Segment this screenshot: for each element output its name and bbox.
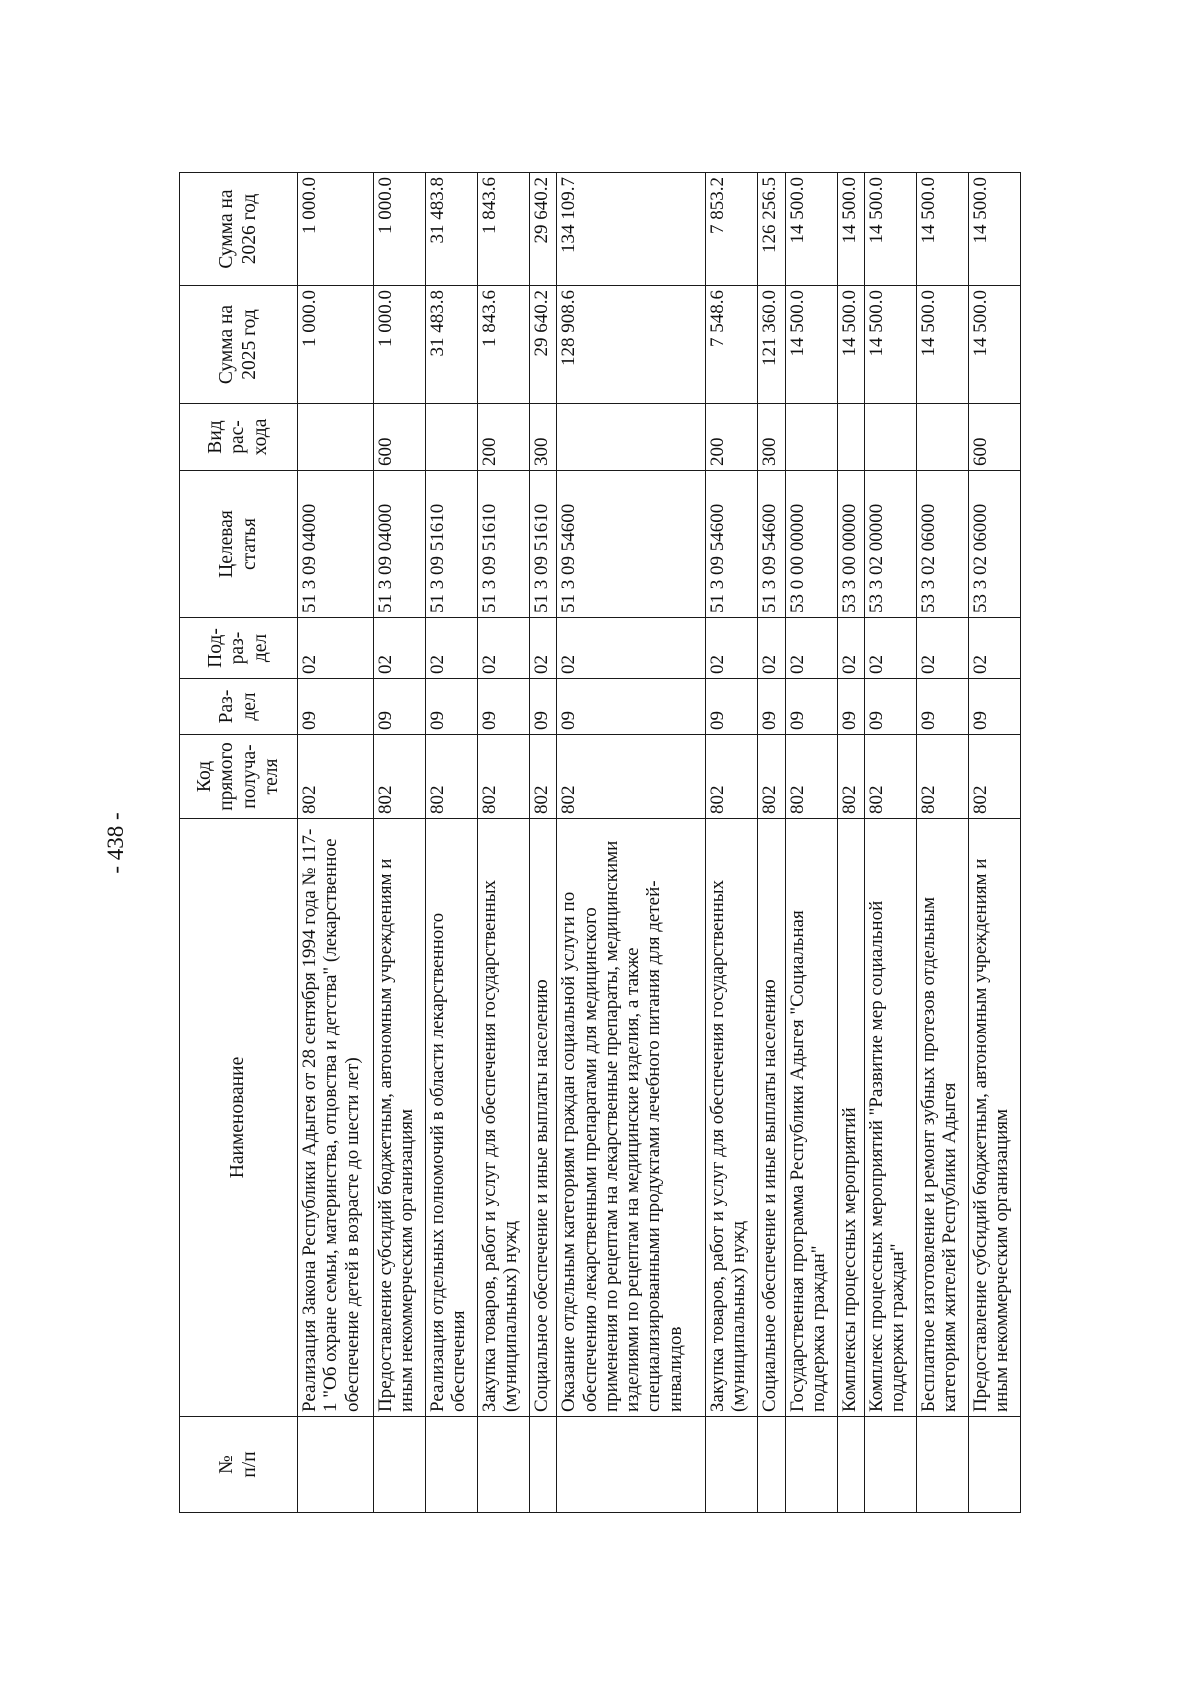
row-expense-type: 600: [374, 404, 426, 471]
row-name: Комплексы процессных мероприятий: [837, 819, 865, 1417]
row-subsection: 02: [917, 618, 969, 679]
row-sum-2025: 14 500.0: [865, 286, 917, 404]
row-section: 09: [374, 679, 426, 735]
row-expense-type: 600: [968, 404, 1020, 471]
row-subsection: 02: [785, 618, 837, 679]
row-recipient-code: 802: [917, 735, 969, 819]
row-sum-2026: 134 109.7: [557, 173, 706, 286]
row-target-article: 51 3 09 54600: [758, 471, 786, 618]
row-subsection: 02: [298, 618, 374, 679]
row-target-article: 51 3 09 51610: [477, 471, 529, 618]
row-sum-2025: 29 640.2: [529, 286, 557, 404]
row-name: Комплекс процессных мероприятий "Развитие мер социальной поддержки граждан": [865, 819, 917, 1417]
row-sum-2025: 1 843.6: [477, 286, 529, 404]
row-section: 09: [758, 679, 786, 735]
row-subsection: 02: [865, 618, 917, 679]
row-num: [425, 1417, 477, 1513]
row-recipient-code: 802: [865, 735, 917, 819]
header-expense-type: Вид рас- хода: [180, 404, 298, 471]
row-sum-2026: 14 500.0: [917, 173, 969, 286]
row-recipient-code: 802: [477, 735, 529, 819]
row-subsection: 02: [837, 618, 865, 679]
row-recipient-code: 802: [529, 735, 557, 819]
row-num: [298, 1417, 374, 1513]
row-name: Государственная программа Республики Адыгея "Социальная поддержка граждан": [785, 819, 837, 1417]
row-name: Реализация Закона Республики Адыгея от 28 сентября 1994 года № 117-1 "Об охране семьи, материнства, отцовства и детства" (лекарственное обеспечение детей в возрасте до шести лет): [298, 819, 374, 1417]
row-num: [785, 1417, 837, 1513]
table-header-row: [180, 173, 298, 1513]
row-section: 09: [425, 679, 477, 735]
table-row: [374, 173, 426, 1513]
row-sum-2026: 14 500.0: [785, 173, 837, 286]
row-recipient-code: 802: [837, 735, 865, 819]
row-sum-2025: 1 000.0: [374, 286, 426, 404]
row-expense-type: [298, 404, 374, 471]
row-recipient-code: 802: [706, 735, 758, 819]
row-expense-type: [865, 404, 917, 471]
row-name: Закупка товаров, работ и услуг для обеспечения государственных (муниципальных) нужд: [477, 819, 529, 1417]
row-num: [529, 1417, 557, 1513]
table-row: [968, 173, 1020, 1513]
table-row: [758, 173, 786, 1513]
row-num: [706, 1417, 758, 1513]
row-num: [758, 1417, 786, 1513]
row-section: 09: [865, 679, 917, 735]
row-name: Социальное обеспечение и иные выплаты населению: [758, 819, 786, 1417]
table-row: [865, 173, 917, 1513]
row-num: [477, 1417, 529, 1513]
row-expense-type: [917, 404, 969, 471]
row-name: Реализация отдельных полномочий в области лекарственного обеспечения: [425, 819, 477, 1417]
row-target-article: 51 3 09 04000: [374, 471, 426, 618]
row-target-article: 51 3 09 04000: [298, 471, 374, 618]
header-name: Наименование: [180, 819, 298, 1417]
row-sum-2026: 14 500.0: [968, 173, 1020, 286]
budget-table: [179, 172, 1021, 1513]
header-section: Раз- дел: [180, 679, 298, 735]
row-subsection: 02: [968, 618, 1020, 679]
row-target-article: 53 3 02 00000: [865, 471, 917, 618]
row-section: 09: [529, 679, 557, 735]
row-target-article: 53 3 02 06000: [917, 471, 969, 618]
row-subsection: 02: [477, 618, 529, 679]
row-name: Бесплатное изготовление и ремонт зубных протезов отдельным категориям жителей Республики Адыгея: [917, 819, 969, 1417]
row-num: [837, 1417, 865, 1513]
header-subsection: Под- раз- дел: [180, 618, 298, 679]
row-name: Оказание отдельным категориям граждан социальной услуги по обеспечению лекарственными препаратами для медицинского применения по рецептам на лекарственные препараты, медицинскими изделиями по рецептам на медицинские изделия, а также специализированными продуктами лечебного питания для детей-инвалидов: [557, 819, 706, 1417]
row-expense-type: [837, 404, 865, 471]
header-sum-2026: Сумма на 2026 год: [180, 173, 298, 286]
table-row: [837, 173, 865, 1513]
row-name: Предоставление субсидий бюджетным, автономным учреждениям и иным некоммерческим организациям: [374, 819, 426, 1417]
row-section: 09: [298, 679, 374, 735]
row-sum-2026: 1 000.0: [298, 173, 374, 286]
header-target-article: Целевая статья: [180, 471, 298, 618]
table-row: [785, 173, 837, 1513]
row-recipient-code: 802: [374, 735, 426, 819]
row-subsection: 02: [758, 618, 786, 679]
row-section: 09: [706, 679, 758, 735]
row-sum-2025: 31 483.8: [425, 286, 477, 404]
page-number: - 438 -: [103, 812, 128, 874]
row-sum-2026: 31 483.8: [425, 173, 477, 286]
row-expense-type: 200: [706, 404, 758, 471]
row-sum-2025: 1 000.0: [298, 286, 374, 404]
row-num: [865, 1417, 917, 1513]
row-name: Закупка товаров, работ и услуг для обеспечения государственных (муниципальных) нужд: [706, 819, 758, 1417]
row-sum-2025: 14 500.0: [837, 286, 865, 404]
row-section: 09: [477, 679, 529, 735]
row-target-article: 51 3 09 54600: [706, 471, 758, 618]
row-section: 09: [557, 679, 706, 735]
row-subsection: 02: [374, 618, 426, 679]
row-expense-type: [425, 404, 477, 471]
row-section: 09: [968, 679, 1020, 735]
row-num: [374, 1417, 426, 1513]
row-section: 09: [785, 679, 837, 735]
row-sum-2026: 1 843.6: [477, 173, 529, 286]
row-subsection: 02: [529, 618, 557, 679]
row-sum-2025: 14 500.0: [785, 286, 837, 404]
row-expense-type: [785, 404, 837, 471]
row-section: 09: [917, 679, 969, 735]
row-recipient-code: 802: [758, 735, 786, 819]
table-row: [298, 173, 374, 1513]
row-sum-2026: 126 256.5: [758, 173, 786, 286]
table-row: [917, 173, 969, 1513]
row-name: Социальное обеспечение и иные выплаты населению: [529, 819, 557, 1417]
row-num: [917, 1417, 969, 1513]
row-section: 09: [837, 679, 865, 735]
row-recipient-code: 802: [968, 735, 1020, 819]
row-recipient-code: 802: [298, 735, 374, 819]
table-row: [425, 173, 477, 1513]
row-sum-2025: 7 548.6: [706, 286, 758, 404]
row-expense-type: 200: [477, 404, 529, 471]
table-row: [477, 173, 529, 1513]
row-subsection: 02: [425, 618, 477, 679]
table-row: [706, 173, 758, 1513]
row-recipient-code: 802: [785, 735, 837, 819]
row-sum-2026: 29 640.2: [529, 173, 557, 286]
header-num: № п/п: [180, 1417, 298, 1513]
row-target-article: 53 0 00 00000: [785, 471, 837, 618]
row-target-article: 53 3 00 00000: [837, 471, 865, 618]
row-sum-2025: 121 360.0: [758, 286, 786, 404]
row-subsection: 02: [706, 618, 758, 679]
rotated-table-container: [179, 173, 1021, 1513]
row-target-article: 51 3 09 51610: [529, 471, 557, 618]
header-sum-2025: Сумма на 2025 год: [180, 286, 298, 404]
row-sum-2026: 14 500.0: [865, 173, 917, 286]
row-sum-2026: 14 500.0: [837, 173, 865, 286]
row-sum-2025: 14 500.0: [917, 286, 969, 404]
row-recipient-code: 802: [425, 735, 477, 819]
row-expense-type: [557, 404, 706, 471]
table-row: [529, 173, 557, 1513]
row-sum-2026: 7 853.2: [706, 173, 758, 286]
row-target-article: 53 3 02 06000: [968, 471, 1020, 618]
row-num: [557, 1417, 706, 1513]
header-recipient-code: Код прямого получа- теля: [180, 735, 298, 819]
row-num: [968, 1417, 1020, 1513]
row-name: Предоставление субсидий бюджетным, автономным учреждениям и иным некоммерческим организациям: [968, 819, 1020, 1417]
row-sum-2025: 14 500.0: [968, 286, 1020, 404]
row-subsection: 02: [557, 618, 706, 679]
row-target-article: 51 3 09 54600: [557, 471, 706, 618]
row-expense-type: 300: [529, 404, 557, 471]
row-sum-2026: 1 000.0: [374, 173, 426, 286]
row-sum-2025: 128 908.6: [557, 286, 706, 404]
row-expense-type: 300: [758, 404, 786, 471]
row-recipient-code: 802: [557, 735, 706, 819]
table-row: [557, 173, 706, 1513]
row-target-article: 51 3 09 51610: [425, 471, 477, 618]
